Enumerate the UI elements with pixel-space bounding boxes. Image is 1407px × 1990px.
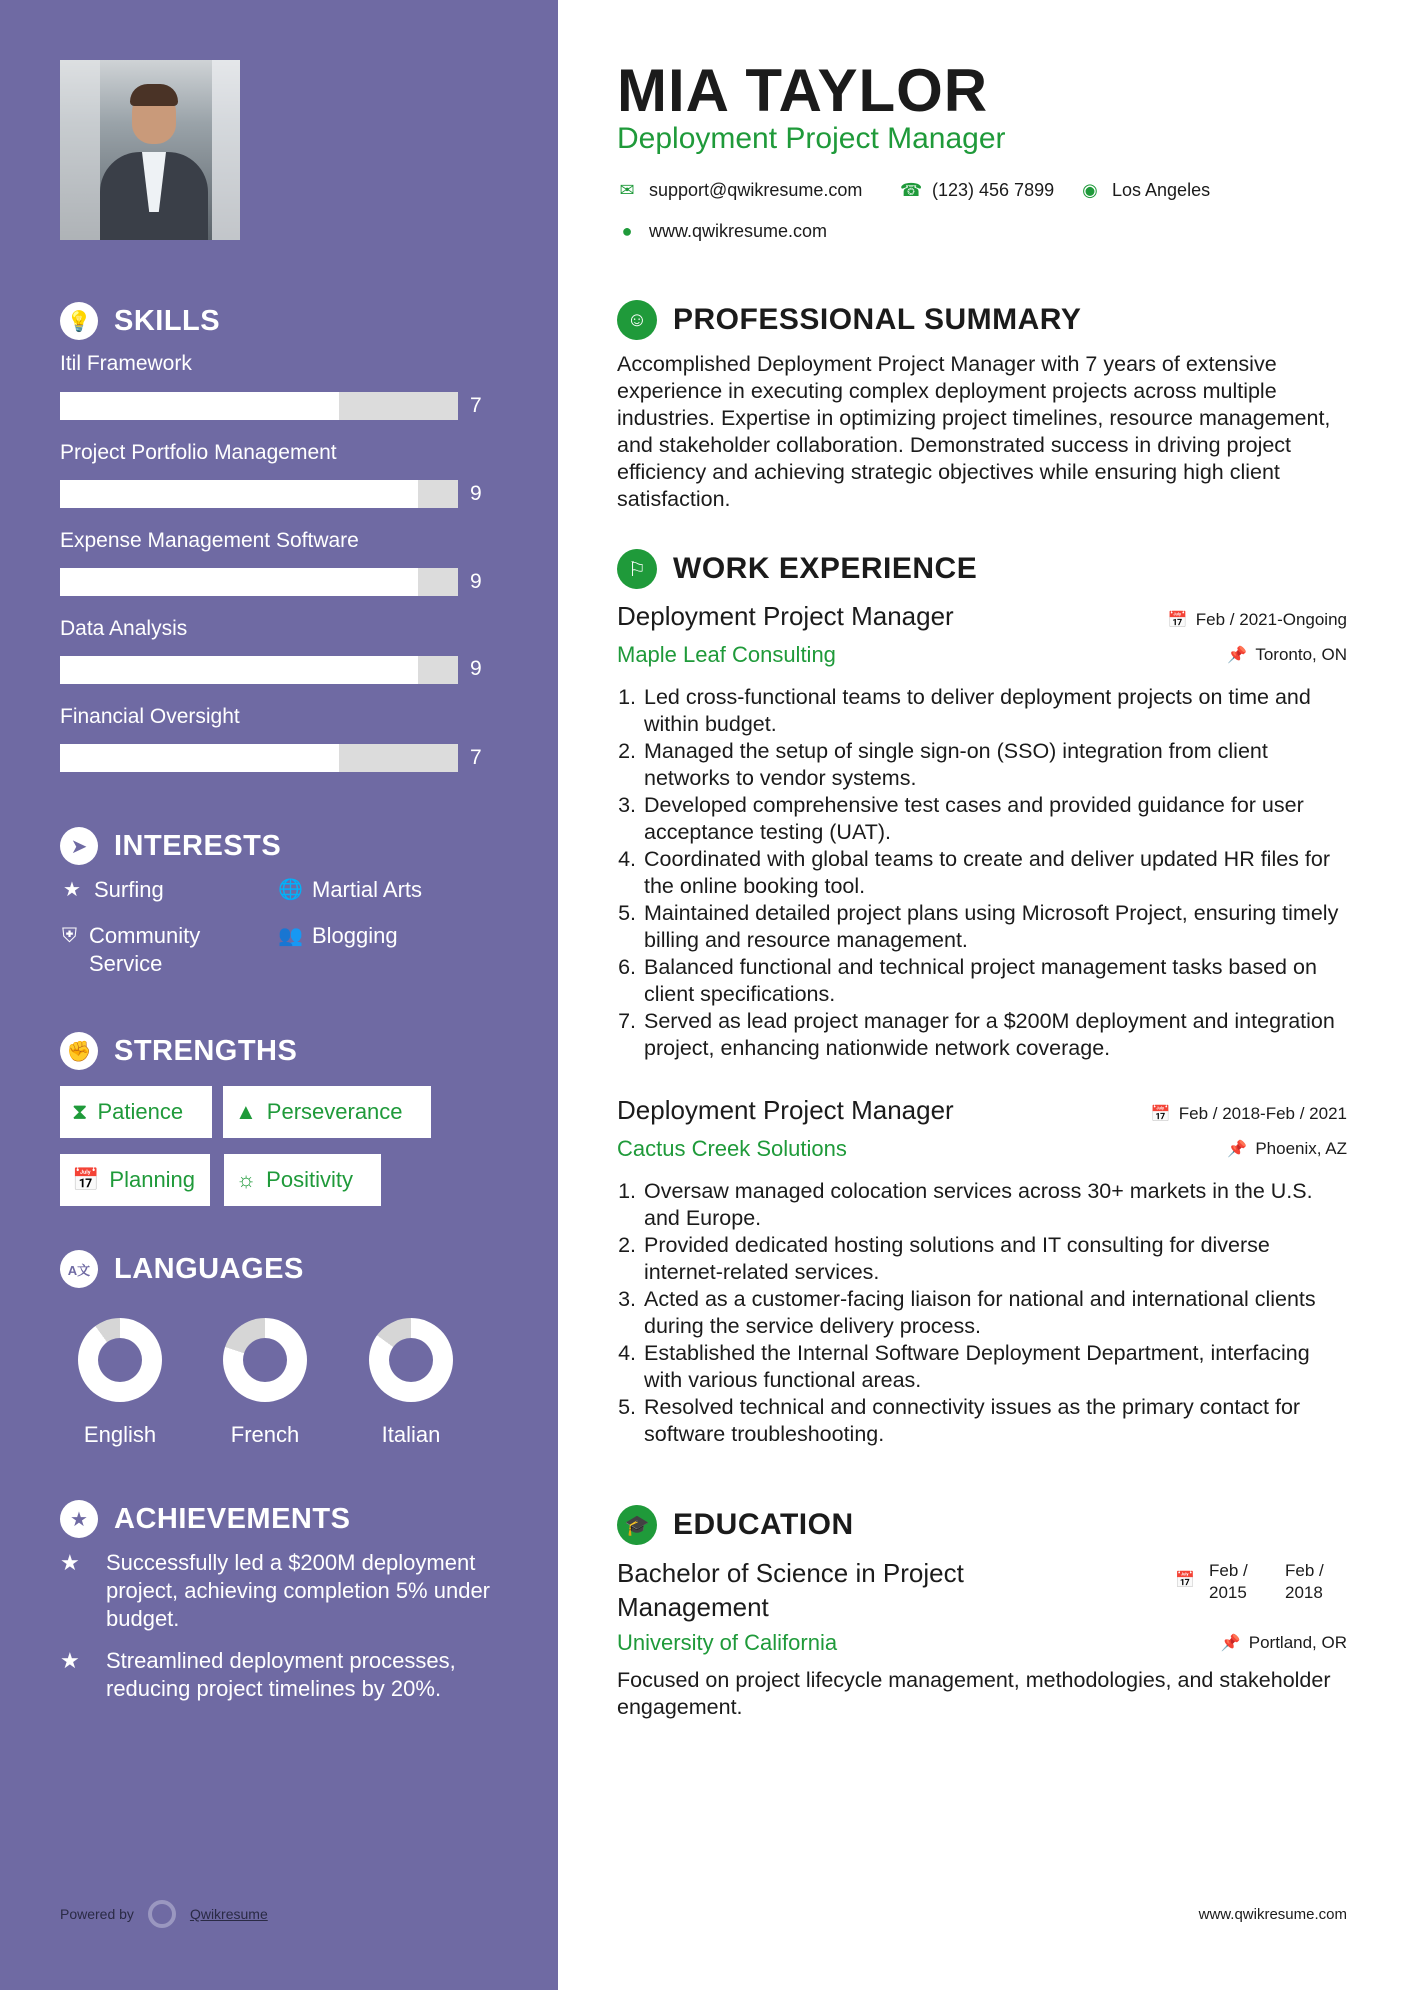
skill-value: 9 (470, 482, 482, 505)
shooting-star-icon: ★ (60, 1648, 80, 1673)
language-name: Italian (381, 1422, 441, 1447)
company-name: Cactus Creek Solutions (617, 1136, 847, 1161)
skills-heading (60, 302, 220, 340)
summary-text: Accomplished Deployment Project Manager with 7 years of extensive experience in executing complex deployment projects across multiple industries. Expertise in optimizing project timelines, resource management, and stakeholder collaboration. Demonstrated success in driving project efficiency and achieving strategic objectives while ensuring high client satisfaction. (617, 352, 1331, 511)
graduate-icon: 🎓 (617, 1505, 657, 1545)
strength-label: Planning (109, 1167, 196, 1192)
skill-bar-fill (60, 744, 339, 772)
user-icon: ☺ (617, 300, 657, 340)
candidate-role: Deployment Project Manager (617, 122, 1006, 155)
contact-email (617, 180, 862, 201)
phone-text[interactable]: (123) 456 7899 (932, 180, 1055, 200)
people-icon: 👥 (278, 925, 303, 947)
bullet-text: Led cross-functional teams to deliver deployment projects on time and within budget. (644, 685, 1311, 736)
job-location-text: Phoenix, AZ (1255, 1139, 1347, 1158)
list-item: 4. Coordinated with global teams to create and deliver updated HR files for the online booking tool. (610, 846, 1350, 900)
list-item: 1. Oversaw managed colocation services across 30+ markets in the U.S. and Europe. (610, 1178, 1350, 1232)
globe-icon: 🌐 (278, 879, 303, 901)
skill-bar (60, 568, 458, 596)
bullet-text: Established the Internal Software Deployment Department, interfacing with various functional areas. (644, 1341, 1310, 1392)
language-ring (223, 1318, 307, 1402)
strengths-heading (60, 1032, 297, 1070)
achievement-item (60, 1647, 500, 1703)
interest-item (278, 876, 422, 904)
experience-title: WORK EXPERIENCE (673, 552, 978, 585)
job-title: Deployment Project Manager (617, 1095, 954, 1125)
skill-value: 7 (470, 394, 482, 417)
skill-bar (60, 744, 458, 772)
pin-icon: 📌 (1227, 647, 1248, 664)
skill-name: Data Analysis (60, 617, 188, 640)
skill-name: Financial Oversight (60, 705, 240, 728)
qwikresume-logo-icon (148, 1900, 176, 1928)
education-heading (617, 1505, 854, 1545)
interest-label: Blogging (312, 923, 398, 948)
language-ring (369, 1318, 453, 1402)
language-ring (78, 1318, 162, 1402)
strength-badge (224, 1154, 381, 1206)
education-location (1221, 1633, 1347, 1653)
job-dates (1151, 1104, 1347, 1124)
skill-name: Expense Management Software (60, 529, 359, 552)
paper-plane-icon: ➤ (60, 827, 98, 865)
powered-by (60, 1900, 268, 1928)
list-item: 3. Developed comprehensive test cases and provided guidance for user acceptance testing (UAT). (610, 792, 1350, 846)
interest-label: Martial Arts (312, 877, 423, 902)
strengths-title: STRENGTHS (114, 1034, 298, 1067)
fist-icon: ✊ (60, 1032, 98, 1070)
skill-bar (60, 656, 458, 684)
profile-photo (60, 60, 240, 240)
strength-label: Perseverance (266, 1099, 403, 1124)
job-dates-text: Feb / 2018-Feb / 2021 (1178, 1104, 1347, 1123)
education-end: Feb / 2018 (1285, 1561, 1324, 1602)
bullet-text: Maintained detailed project plans using Microsoft Project, ensuring timely billing and resource management. (644, 901, 1339, 952)
list-item: 7. Served as lead project manager for a $200M deployment and integration project, enhancing nationwide network coverage. (610, 1008, 1350, 1062)
skill-bar-fill (60, 656, 418, 684)
education-dates (1175, 1560, 1347, 1604)
skill-bar-fill (60, 392, 339, 420)
map-pin-icon: ◉ (1082, 180, 1098, 200)
list-item: 4. Established the Internal Software Deployment Department, interfacing with various functional areas. (610, 1340, 1350, 1394)
interest-label: Community Service (89, 923, 201, 976)
contact-phone (900, 180, 1054, 201)
strength-badge (223, 1086, 431, 1138)
list-item: 3. Acted as a customer-facing liaison for national and international clients during the service delivery process. (610, 1286, 1350, 1340)
phone-icon: ☎ (900, 180, 923, 200)
award-star-icon: ★ (60, 1500, 98, 1538)
interests-title: INTERESTS (114, 829, 282, 862)
degree-title: Bachelor of Science in Project Management (617, 1558, 964, 1622)
skill-name: Project Portfolio Management (60, 441, 337, 464)
education-title: EDUCATION (673, 1508, 854, 1541)
achievement-item (60, 1549, 500, 1633)
interest-item (60, 922, 240, 978)
email-text[interactable]: support@qwikresume.com (649, 180, 863, 200)
skill-bar-fill (60, 568, 418, 596)
language-name: French (230, 1422, 300, 1447)
list-item: 2. Managed the setup of single sign-on (SSO) integration from client networks to vendor systems. (610, 738, 1350, 792)
company-name: Maple Leaf Consulting (617, 642, 836, 667)
skill-value: 7 (470, 746, 482, 769)
job-title: Deployment Project Manager (617, 601, 954, 631)
experience-heading (617, 549, 977, 589)
skills-title: SKILLS (114, 304, 221, 337)
office-chair-icon: ⚐ (617, 549, 657, 589)
strength-badge (60, 1154, 210, 1206)
achievements-heading (60, 1500, 350, 1538)
skill-value: 9 (470, 657, 482, 680)
bullet-text: Acted as a customer-facing liaison for national and international clients during the service delivery process. (644, 1287, 1316, 1338)
languages-heading (60, 1250, 304, 1288)
interest-label: Surfing (94, 877, 164, 902)
contact-location (1080, 180, 1210, 201)
location-text: Los Angeles (1112, 180, 1211, 200)
envelope-icon: ✉ (619, 180, 635, 200)
job-bullets (610, 684, 1350, 1062)
summary-heading (617, 300, 1081, 340)
achievements-title: ACHIEVEMENTS (114, 1502, 351, 1535)
skill-name: Itil Framework (60, 352, 192, 375)
job-location (1227, 1139, 1347, 1159)
job-location-text: Toronto, ON (1255, 645, 1347, 664)
list-item: 5. Maintained detailed project plans using Microsoft Project, ensuring timely billing and resource management. (610, 900, 1350, 954)
calendar-icon: 📅 (1167, 612, 1188, 629)
job-bullets (610, 1178, 1350, 1448)
candidate-name: MIA TAYLOR (617, 57, 989, 124)
shield-icon: ⛨ (62, 925, 77, 947)
road-icon: ▲ (235, 1099, 257, 1124)
education-start: Feb / 2015 (1209, 1561, 1248, 1602)
interest-item (60, 876, 164, 904)
list-item: 5. Resolved technical and connectivity issues as the primary contact for software troubleshooting. (610, 1394, 1350, 1448)
education-location-text: Portland, OR (1248, 1633, 1347, 1652)
bullet-text: Provided dedicated hosting solutions and IT consulting for diverse internet-related services. (644, 1233, 1270, 1284)
list-item: 1. Led cross-functional teams to deliver deployment projects on time and within budget. (610, 684, 1350, 738)
list-item: 2. Provided dedicated hosting solutions and IT consulting for diverse internet-related services. (610, 1232, 1350, 1286)
language-icon: A文 (60, 1250, 98, 1288)
summary-title: PROFESSIONAL SUMMARY (673, 303, 1082, 336)
sidebar (0, 0, 558, 1990)
pin-icon: 📌 (1227, 1141, 1248, 1158)
job-dates (1168, 610, 1347, 630)
powered-by-label: Powered by (60, 1906, 134, 1922)
job-location (1227, 645, 1347, 665)
website-text[interactable]: www.qwikresume.com (649, 221, 828, 241)
education-text: Focused on project lifecycle management, methodologies, and stakeholder engagement. (617, 1668, 1331, 1719)
languages-title: LANGUAGES (114, 1252, 304, 1285)
footer-url[interactable]: www.qwikresume.com (1198, 1906, 1347, 1923)
calendar-icon: 📅 (1175, 1572, 1195, 1589)
strength-badge (60, 1086, 212, 1138)
bullet-text: Managed the setup of single sign-on (SSO) integration from client networks to vendor systems. (644, 739, 1268, 790)
lightbulb-icon: 💡 (60, 302, 98, 340)
bullet-text: Served as lead project manager for a $200M deployment and integration project, enhancing nationwide network coverage. (644, 1009, 1335, 1060)
skill-value: 9 (470, 570, 482, 593)
achievement-text: Successfully led a $200M deployment project, achieving completion 5% under budget. (106, 1550, 491, 1631)
qwikresume-link[interactable]: Qwikresume (189, 1906, 268, 1922)
school-name: University of California (617, 1630, 838, 1655)
list-item: 6. Balanced functional and technical project management tasks based on client specifications. (610, 954, 1350, 1008)
bullet-text: Resolved technical and connectivity issues as the primary contact for software troubleshooting. (644, 1395, 1301, 1446)
sun-icon: ☼ (236, 1167, 257, 1192)
calendar-icon: 📅 (1150, 1106, 1171, 1123)
language-name: English (83, 1422, 157, 1447)
bullet-text: Oversaw managed colocation services across 30+ markets in the U.S. and Europe. (644, 1179, 1313, 1230)
achievement-text: Streamlined deployment processes, reducing project timelines by 20%. (106, 1648, 456, 1701)
strength-label: Patience (97, 1099, 184, 1124)
bullet-text: Coordinated with global teams to create and deliver updated HR files for the online booking tool. (644, 847, 1330, 898)
strength-label: Positivity (266, 1167, 353, 1192)
calendar-icon: 📅 (72, 1167, 100, 1192)
hourglass-icon: ⧗ (72, 1099, 88, 1124)
star-icon: ★ (63, 879, 81, 901)
interests-heading (60, 827, 281, 865)
skill-bar (60, 480, 458, 508)
skill-bar (60, 392, 458, 420)
bullet-text: Balanced functional and technical project management tasks based on client specifications. (644, 955, 1317, 1006)
contact-website (617, 221, 827, 242)
bullet-text: Developed comprehensive test cases and provided guidance for user acceptance testing (UAT). (644, 793, 1304, 844)
job-dates-text: Feb / 2021-Ongoing (1195, 610, 1347, 629)
pin-icon: 📌 (1220, 1635, 1241, 1652)
shooting-star-icon: ★ (60, 1550, 80, 1575)
interest-item (278, 922, 398, 950)
globe-icon: ● (621, 221, 633, 241)
skill-bar-fill (60, 480, 418, 508)
